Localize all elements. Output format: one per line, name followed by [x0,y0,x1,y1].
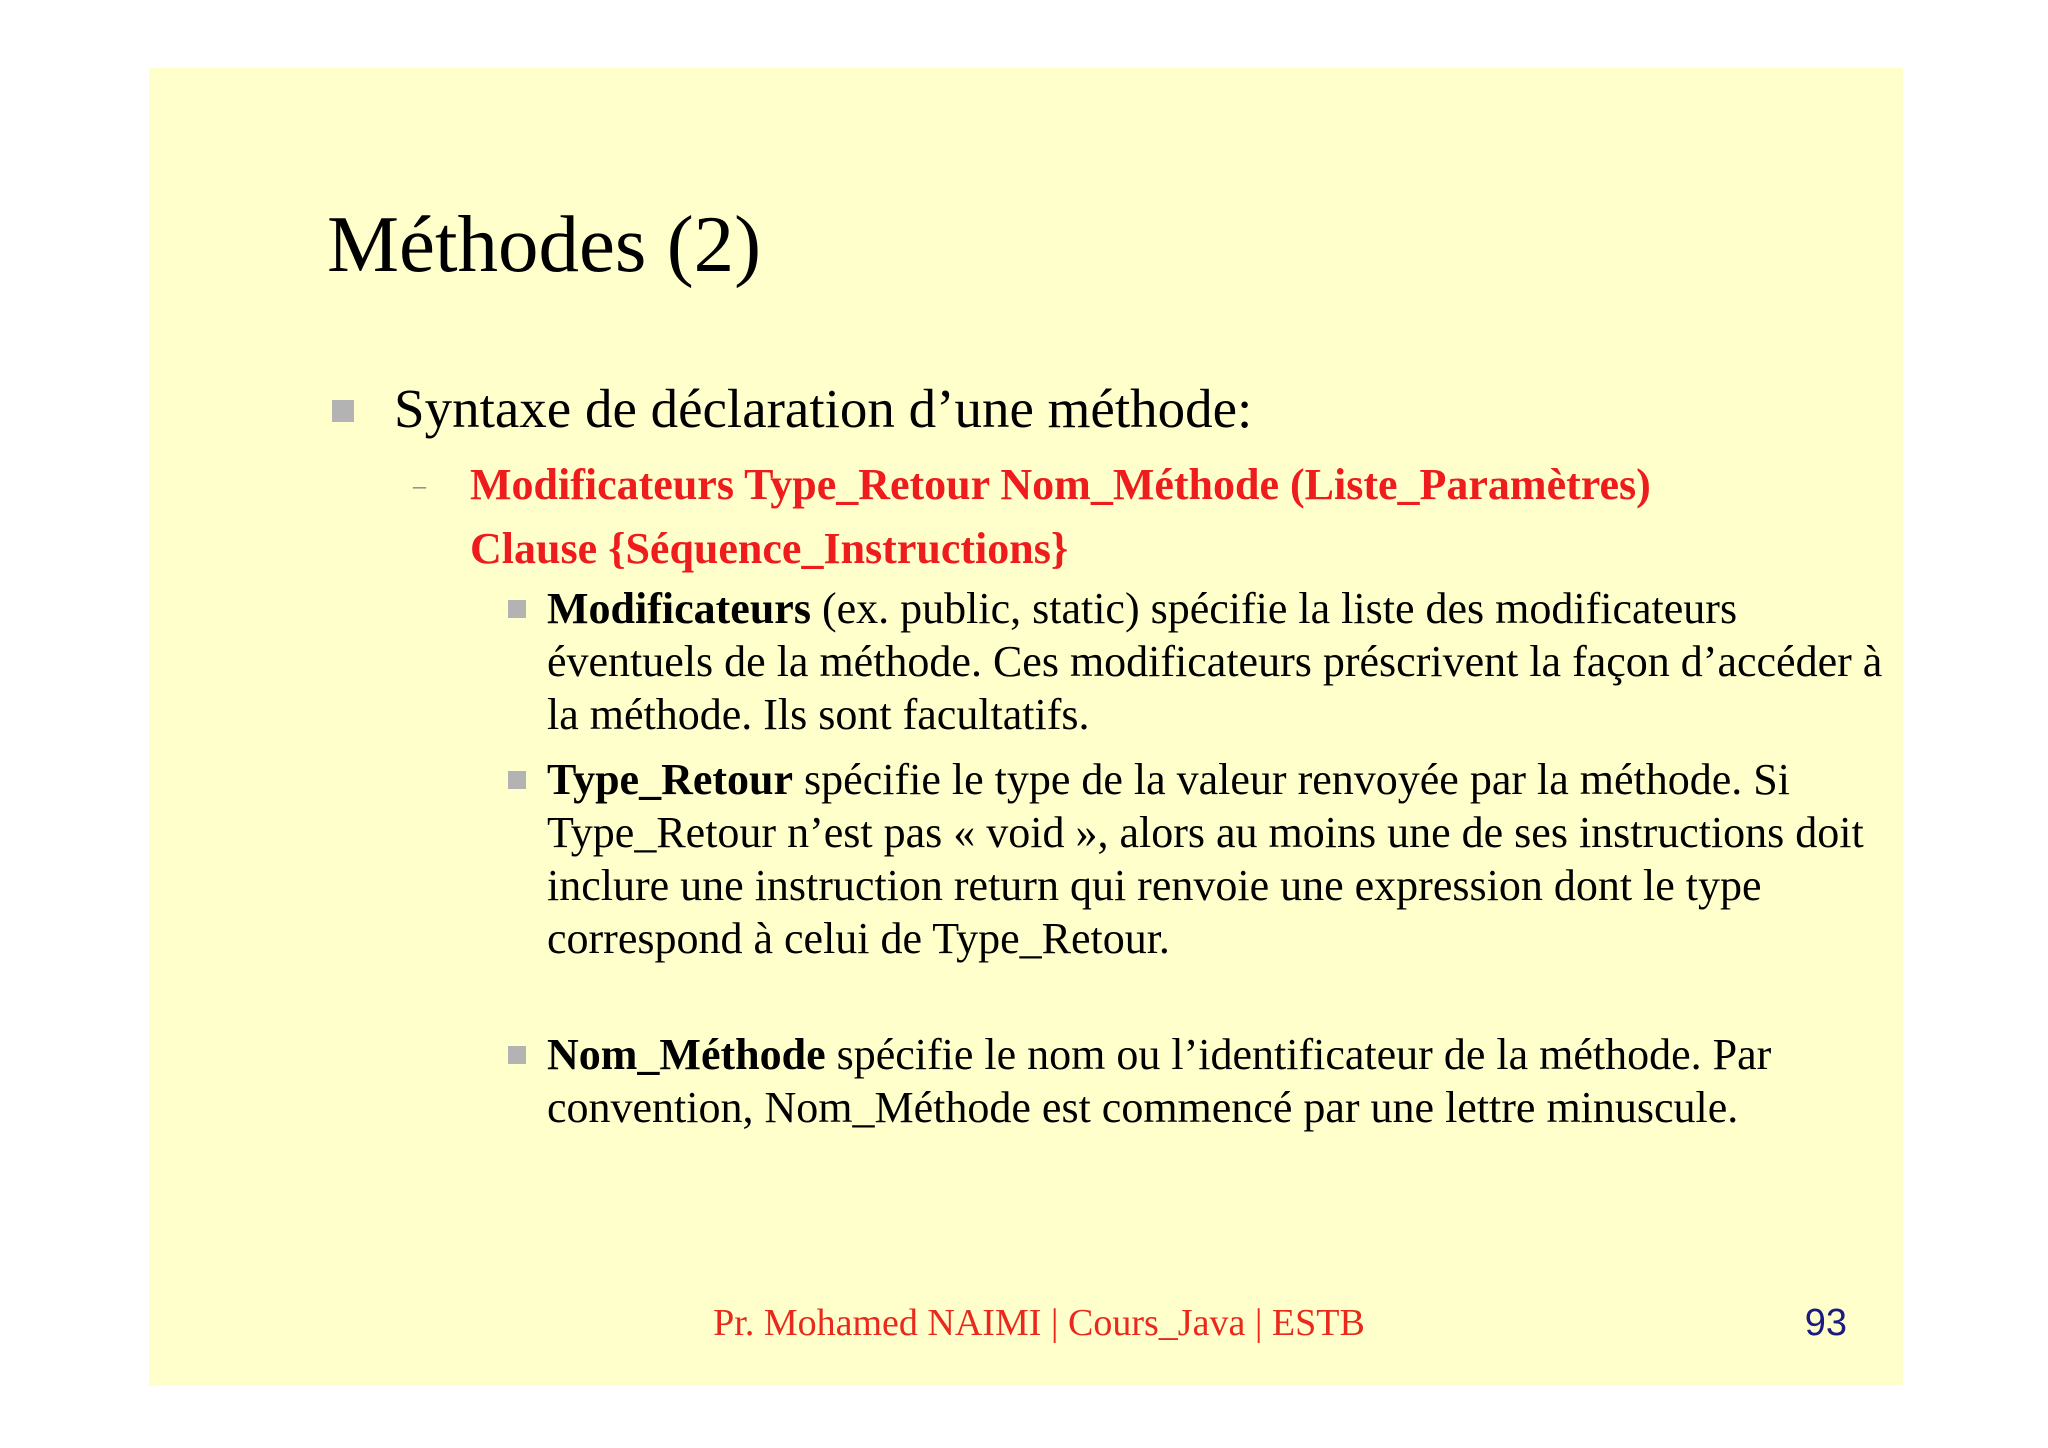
page-number: 93 [1804,1302,1847,1344]
slide-title: Méthodes (2) [327,199,762,289]
syntax-declaration: Modificateurs Type_Retour Nom_Méthode (Liste_Paramètres) Clause {Séquence_Instructions} [470,460,1651,573]
sub-item-type-retour [547,753,1887,965]
slide [149,68,1903,1386]
bullet-text: Syntaxe de déclaration d’une méthode: [394,378,1253,439]
square-bullet-icon [508,1046,526,1064]
sub-item-text: spécifie le type de la valeur renvoyée par la méthode. Si Type_Retour n’est pas « void », alors au moins une de ses instructions doit inclure une instruction return qui renvoie une expression dont le type correspond à celui de Type_Retour. [547,755,1864,963]
dash-bullet-icon: – [413,471,426,500]
sub-item-text: (ex. public, static) spécifie la liste des modificateurs éventuels de la méthode. Ces modificateurs préscrivent la façon d’accéder à la méthode. Ils sont facultatifs. [547,584,1883,739]
sub-item-term: Modificateurs [547,584,811,633]
square-bullet-icon [332,400,354,422]
sub-item-text: spécifie le nom ou l’identificateur de la méthode. Par convention, Nom_Méthode est commencé par une lettre minuscule. [547,1030,1772,1132]
sub-item-modificateurs [547,582,1887,741]
sub-item-term: Nom_Méthode [547,1030,826,1079]
square-bullet-icon [508,600,526,618]
sub-item-nom-methode [547,1028,1887,1134]
square-bullet-icon [508,771,526,789]
footer-credit: Pr. Mohamed NAIMI | Cours_Java | ESTB [713,1302,1365,1344]
sub-item-term: Type_Retour [547,755,794,804]
